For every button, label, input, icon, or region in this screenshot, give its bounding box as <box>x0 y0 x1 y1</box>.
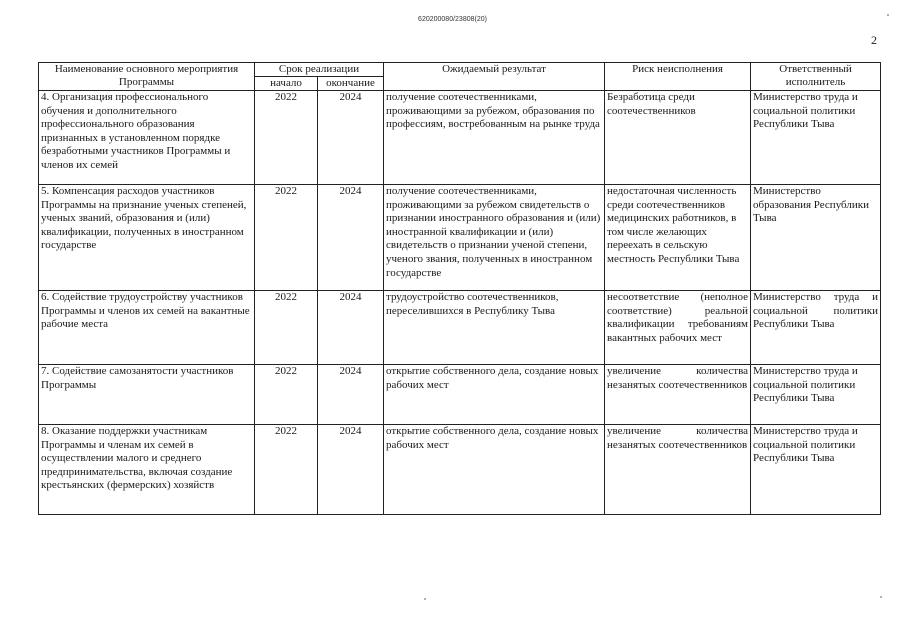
table-row <box>39 365 881 425</box>
cell-risk: недостаточная численность среди соотечественников медицинских работников, в том числе желающих переехать в сельскую местность Республики Тыва <box>605 185 751 291</box>
table-row <box>39 291 881 365</box>
cell-expected-result: получение соотечественниками, проживающими за рубежом свидетельств о признании иностранного образования и (или) иностранной квалификации и (или) свидетельств о признании ученой степени, ученого звания, полученных в иностранном государстве <box>384 185 605 291</box>
cell-activity-name: 5. Компенсация расходов участников Программы на признание ученых степеней, ученых званий, образования и (или) квалификации, полученных в иностранном государстве <box>39 185 255 291</box>
scan-speck <box>887 14 889 16</box>
page-number: 2 <box>871 33 877 47</box>
scan-speck <box>880 596 882 598</box>
header-responsible: Ответственный исполнитель <box>751 63 881 91</box>
cell-expected-result: открытие собственного дела, создание новых рабочих мест <box>384 425 605 515</box>
cell-responsible: Министерство труда и социальной политики Республики Тыва <box>751 425 881 515</box>
cell-start-year: 2022 <box>255 365 318 425</box>
table-row <box>39 185 881 291</box>
cell-risk: несоответствие (неполное соответствие) реальной квалификации требованиям вакантных рабочих мест <box>605 291 751 365</box>
cell-expected-result: трудоустройство соотечественников, переселившихся в Республику Тыва <box>384 291 605 365</box>
cell-end-year: 2024 <box>318 185 384 291</box>
header-risk: Риск неисполнения <box>605 63 751 91</box>
cell-end-year: 2024 <box>318 365 384 425</box>
cell-responsible: Министерство труда и социальной политики Республики Тыва <box>751 365 881 425</box>
scan-speck <box>424 598 426 600</box>
cell-activity-name: 7. Содействие самозанятости участников Программы <box>39 365 255 425</box>
cell-responsible: Министерство труда и социальной политики Республики Тыва <box>751 91 881 185</box>
cell-activity-name: 8. Оказание поддержки участникам Программы и членам их семей в осуществлении малого и среднего предпринимательства, включая создание крестьянских (фермерских) хозяйств <box>39 425 255 515</box>
cell-end-year: 2024 <box>318 425 384 515</box>
cell-risk: увеличение количества незанятых соотечественников <box>605 425 751 515</box>
table-row <box>39 425 881 515</box>
cell-activity-name: 6. Содействие трудоустройству участников Программы и членов их семей на вакантные рабочие места <box>39 291 255 365</box>
program-activities-table <box>38 62 881 515</box>
cell-start-year: 2022 <box>255 291 318 365</box>
cell-expected-result: получение соотечественниками, проживающими за рубежом, образования по профессиям, востребованным на рынке труда <box>384 91 605 185</box>
document-id: 620200080/23808(20) <box>418 16 487 23</box>
cell-risk: увеличение количества незанятых соотечественников <box>605 365 751 425</box>
cell-activity-name: 4. Организация профессионального обучения и дополнительного профессионального образования признанных в установленном порядке безработными участников Программы и членов их семей <box>39 91 255 185</box>
header-implementation-period: Срок реализации <box>255 63 384 77</box>
table-header-row <box>39 63 881 77</box>
header-start: начало <box>255 77 318 91</box>
cell-responsible: Министерство образования Республики Тыва <box>751 185 881 291</box>
cell-start-year: 2022 <box>255 185 318 291</box>
table-row <box>39 91 881 185</box>
header-activity-name: Наименование основного мероприятия Программы <box>39 63 255 91</box>
cell-risk: Безработица среди соотечественников <box>605 91 751 185</box>
cell-start-year: 2022 <box>255 91 318 185</box>
cell-expected-result: открытие собственного дела, создание новых рабочих мест <box>384 365 605 425</box>
cell-start-year: 2022 <box>255 425 318 515</box>
cell-end-year: 2024 <box>318 291 384 365</box>
cell-end-year: 2024 <box>318 91 384 185</box>
header-expected-result: Ожидаемый результат <box>384 63 605 91</box>
header-end: окончание <box>318 77 384 91</box>
cell-responsible: Министерство труда и социальной политики Республики Тыва <box>751 291 881 365</box>
